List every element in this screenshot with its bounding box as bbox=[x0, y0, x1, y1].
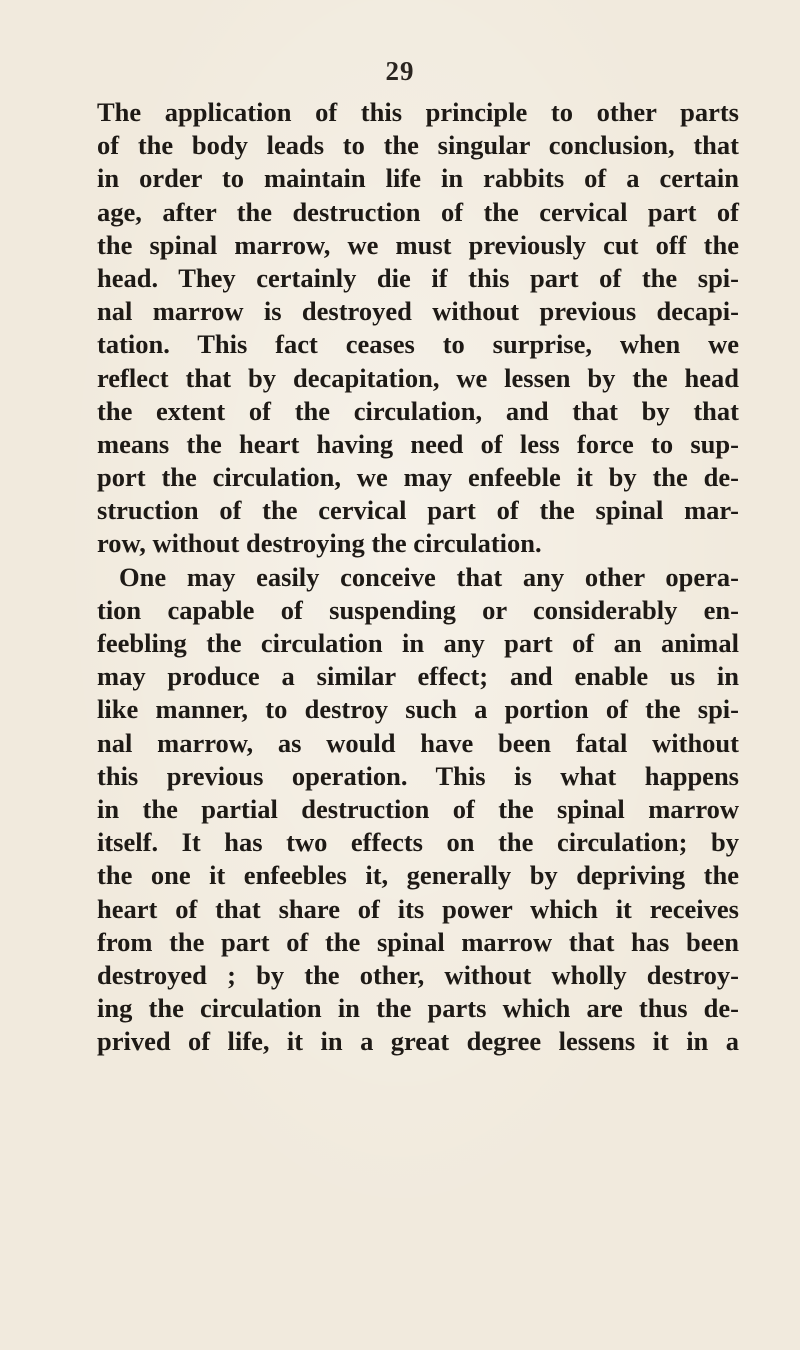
text-line: row, without destroying the circulation. bbox=[97, 528, 542, 559]
text-line: prived of life, it in a great degree lessens it in a bbox=[97, 1026, 739, 1057]
text-line: the spinal marrow, we must previously cut off the bbox=[97, 229, 739, 260]
text-line: like manner, to destroy such a portion of the spi- bbox=[97, 694, 739, 725]
body-text bbox=[97, 96, 739, 1058]
text-line: tation. This fact ceases to surprise, when we bbox=[97, 329, 739, 360]
text-line: destroyed ; by the other, without wholly destroy- bbox=[97, 959, 739, 990]
text-line: nal marrow, as would have been fatal without bbox=[97, 727, 739, 758]
text-line: of the body leads to the singular conclusion, that bbox=[97, 130, 739, 161]
text-line: heart of that share of its power which it receives bbox=[97, 893, 739, 924]
text-line: itself. It has two effects on the circulation; by bbox=[97, 827, 739, 858]
text-line: feebling the circulation in any part of an animal bbox=[97, 628, 739, 658]
text-line: means the heart having need of less force to sup- bbox=[97, 428, 739, 459]
page-number: 29 bbox=[385, 56, 415, 86]
text-line: ing the circulation in the parts which are thus de- bbox=[97, 993, 739, 1024]
text-line: port the circulation, we may enfeeble it by the de- bbox=[97, 462, 739, 493]
text-line: head. They certainly die if this part of the spi- bbox=[97, 262, 739, 293]
text-line: from the part of the spinal marrow that has been bbox=[97, 926, 739, 957]
text-line: in order to maintain life in rabbits of a certain bbox=[97, 163, 739, 194]
text-line: nal marrow is destroyed without previous decapi- bbox=[97, 296, 739, 327]
text-line: One may easily conceive that any other opera- bbox=[119, 561, 739, 592]
text-line: may produce a similar effect; and enable us in bbox=[97, 661, 739, 692]
text-line: reflect that by decapitation, we lessen by the head bbox=[97, 362, 739, 393]
text-line: The application of this principle to other parts bbox=[97, 97, 739, 127]
text-line: struction of the cervical part of the spinal mar- bbox=[97, 495, 739, 526]
text-line: tion capable of suspending or considerably en- bbox=[97, 594, 739, 625]
text-line: age, after the destruction of the cervical part of bbox=[97, 196, 739, 227]
text-line: the extent of the circulation, and that by that bbox=[97, 395, 739, 426]
text-line: this previous operation. This is what happens bbox=[97, 760, 739, 791]
text-line: in the partial destruction of the spinal marrow bbox=[97, 793, 739, 824]
text-line: the one it enfeebles it, generally by depriving the bbox=[97, 860, 739, 891]
